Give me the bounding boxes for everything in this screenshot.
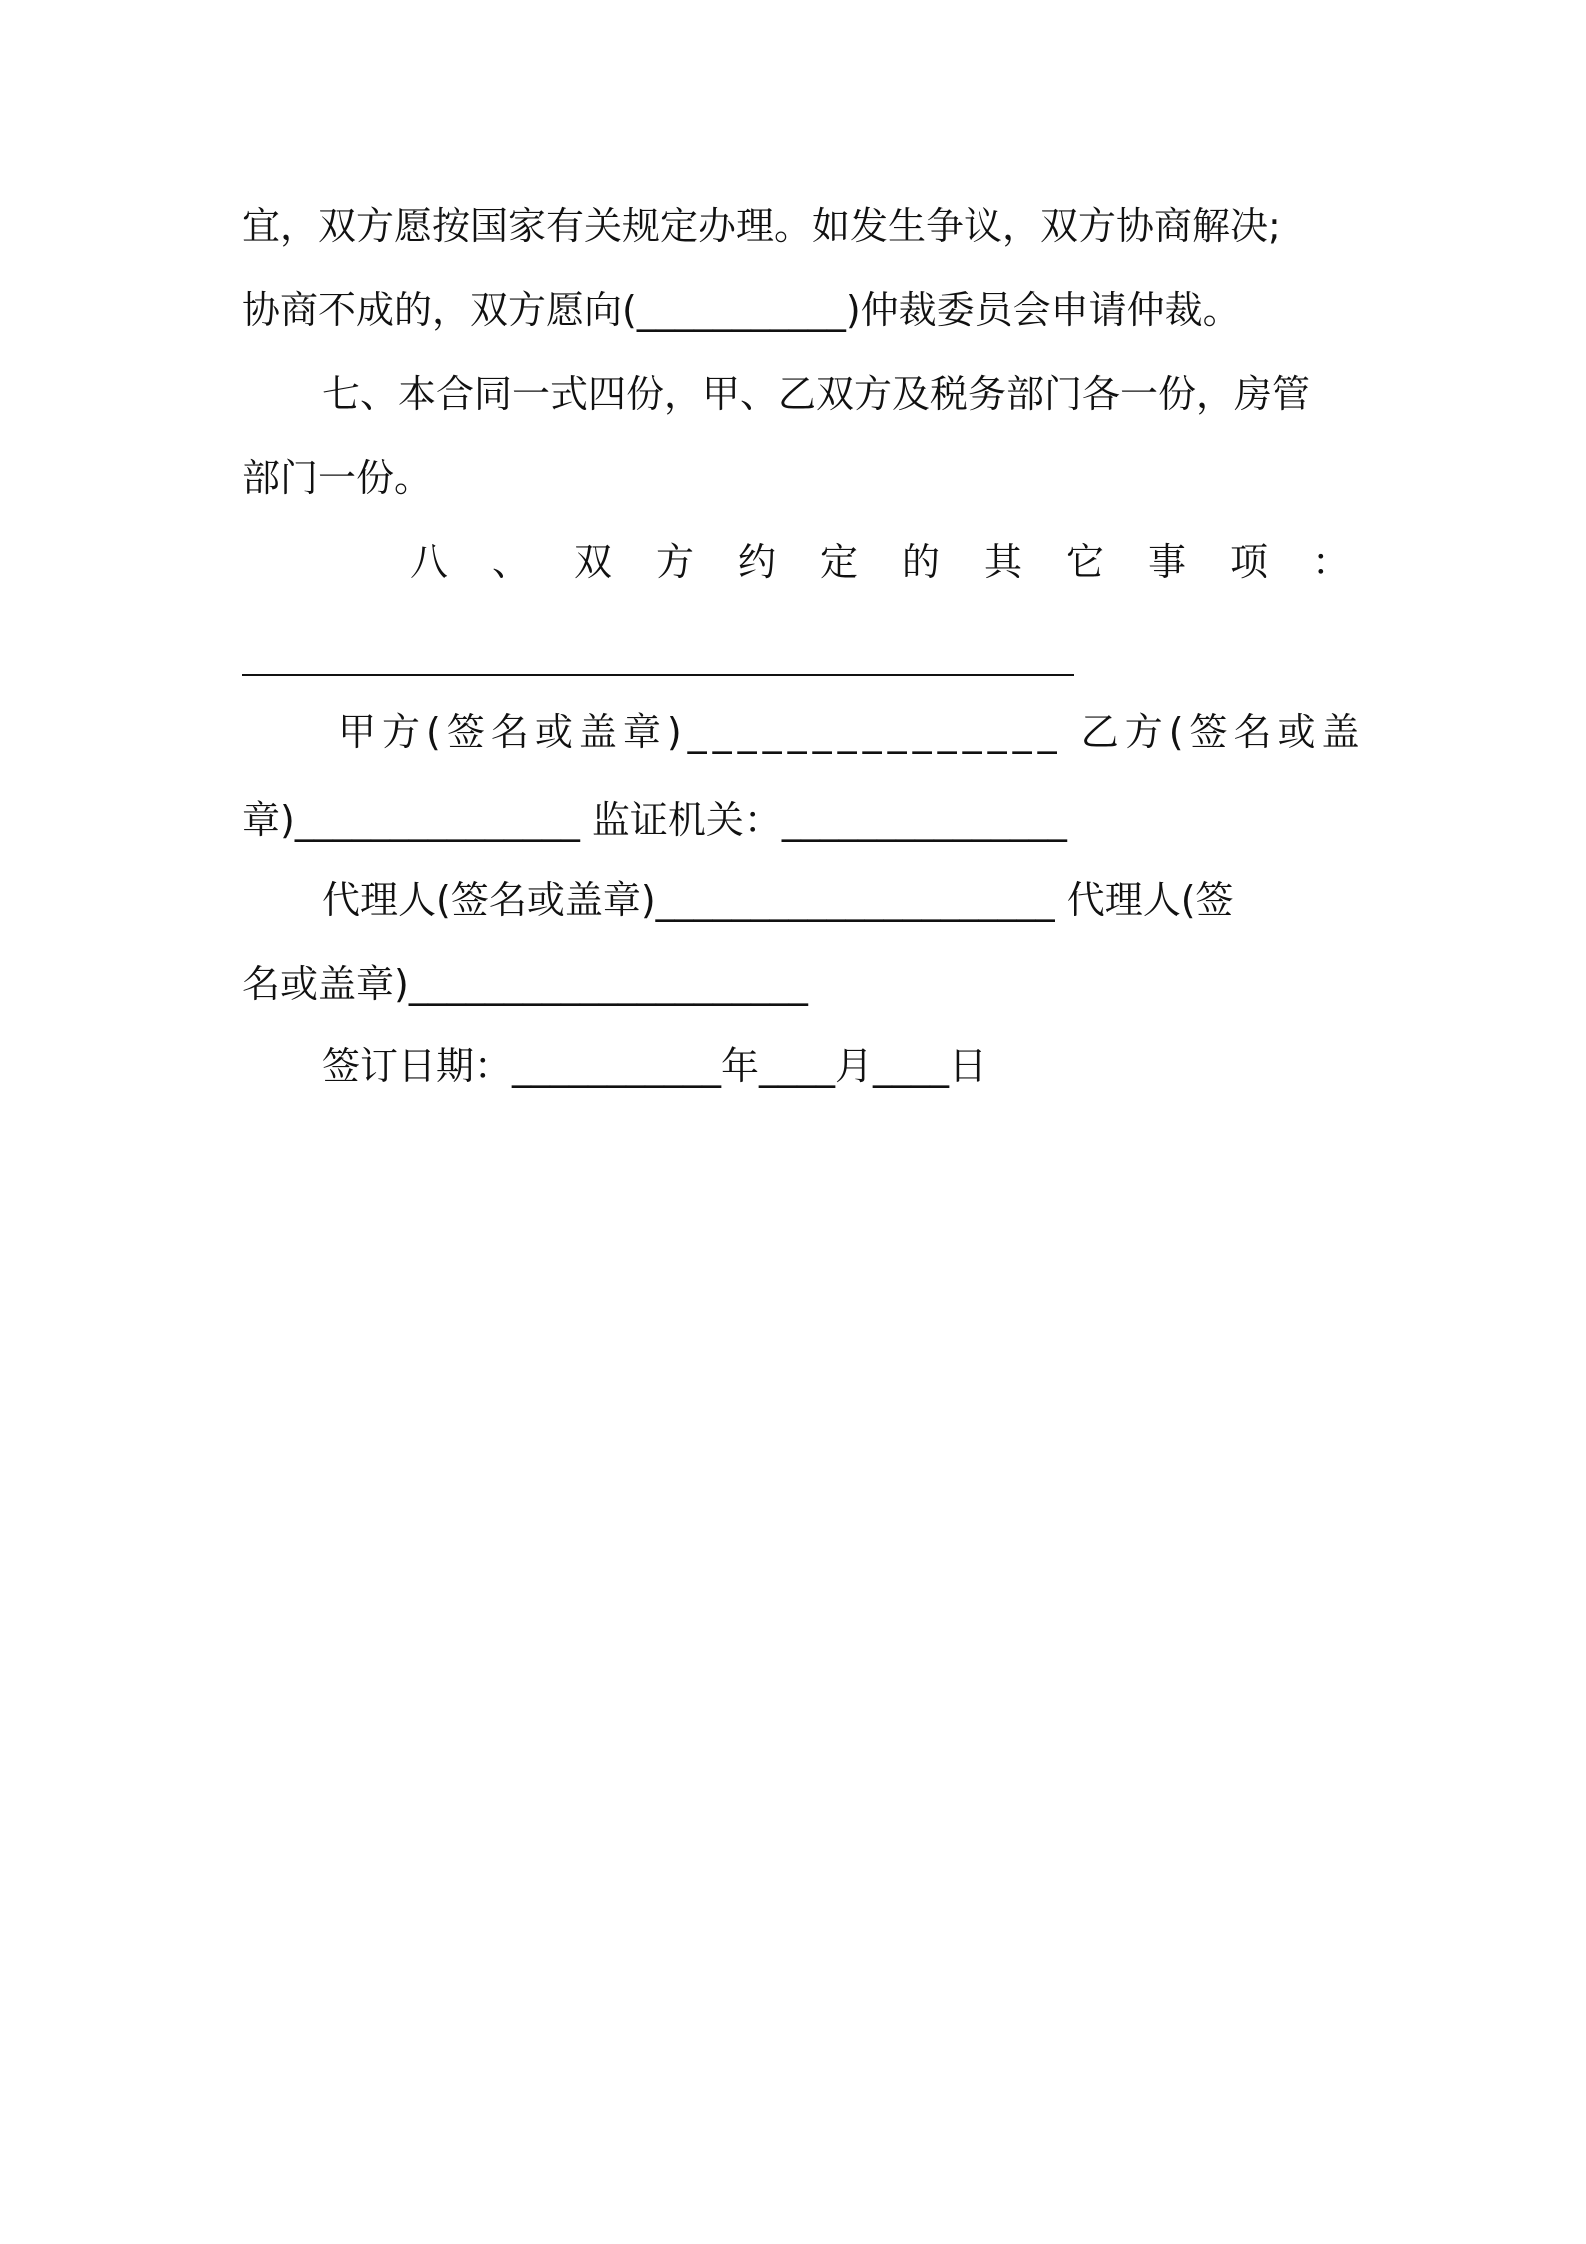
signing-date-line: 签订日期：___________年____月____日 <box>322 1044 988 1088</box>
other-matters-heading: 八、双方约定的其它事项： <box>410 540 1395 584</box>
party-b-and-supervisor-line: 章)_______________ 监证机关：_______________ <box>242 798 1067 842</box>
text-line-2: 协商不成的，双方愿向(___________)仲裁委员会申请仲裁。 <box>242 288 1241 332</box>
other-matters-blank-line <box>242 674 1074 676</box>
agent-signature-continuation: 名或盖章)_____________________ <box>242 962 808 1006</box>
agent-signature-line: 代理人(签名或盖章)_____________________ 代理人(签 <box>322 878 1234 922</box>
party-a-signature-line: 甲方(签名或盖章)_______________ 乙方(签名或盖 <box>338 710 1366 754</box>
text-line-1: 宜，双方愿按国家有关规定办理。如发生争议，双方协商解决; <box>242 204 1281 248</box>
text-line-3: 七、本合同一式四份，甲、乙双方及税务部门各一份，房管 <box>322 372 1311 416</box>
text-line-4: 部门一份。 <box>242 456 433 500</box>
